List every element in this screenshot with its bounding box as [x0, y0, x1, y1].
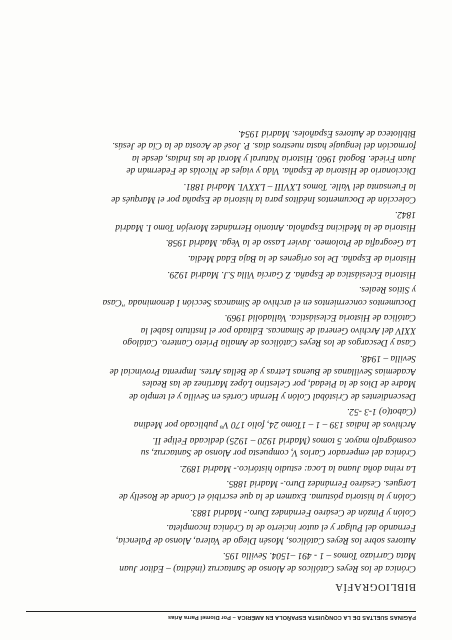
section-title: BIBLIOGRAFÍA	[334, 581, 416, 592]
bibliography-body	[34, 126, 416, 574]
bibliography-line: Sevilla – 1948.	[360, 353, 416, 364]
bibliography-line: la Fuensanta del Valle. Tomos LXVIII – LXXVI. Madrid 1881.	[183, 180, 416, 191]
bibliography-line: La Geografía de Ptolomeo. Javier Lasso de la Vega. Madrid 1958.	[165, 237, 416, 248]
running-header: PÁGINAS SUELTAS DE LA CONQUISTA ESPAÑOLA EN AMÉRICA – Por Diomel Parra Arias	[26, 611, 416, 620]
bibliography-line: Colón y la historia póstuma. Examen de la que escribió el Conde de Roselly de	[118, 491, 416, 502]
bibliography-line: Diccionario de Historia de España. Vida y viajes de Nicolás de Federmán de	[126, 165, 416, 176]
bibliography-line: Autores sobre los Reyes Católicos, Mosén Diego de Valera, Alonso de Palencia,	[115, 534, 416, 545]
bibliography-line: Archivos de Indias 139 – 1 – 1Tomo 24, folio 170 Vº publicado por Medina	[133, 419, 416, 430]
bibliography-line: Colón y Pinzón de Cesáreo Fernández Duro.- Madrid 1883.	[190, 506, 416, 517]
bibliography-line: 1842.	[394, 209, 416, 220]
bibliography-line: Crónica del emperador Carlos V, compuesta por Alonso de Santacruz, su	[140, 447, 416, 458]
bibliography-line: Descendientes de Cristóbal Colón y Hernán Cortés en Sevilla y el templo de	[129, 390, 416, 401]
bibliography-line: XXIV del Archivo General de Simancas. Editado por el Instituto Isabel la	[140, 324, 416, 335]
bibliography-line: Documentos concernientos en el archivo de Simancas Sección I denominada "Casa	[102, 296, 416, 307]
bibliography-line: Madre de Dios de la Piedad, por Celestino López Martínez de las Reales	[142, 378, 416, 389]
bibliography-line: Academias Sevillanas de Buenas Letras y de Bellas Artes. Imprenta Provincial de	[109, 365, 416, 376]
bibliography-line: formación del lenguaje hasta nuestros días. P. José de Acosta de la Cía de Jesús.	[112, 140, 416, 151]
bibliography-line: Católica de Historia Eclesiástica. Valladolid 1969.	[224, 312, 416, 323]
bibliography-line: Colección de Documentos Inéditos para la historia de España por el Marqués de	[111, 193, 416, 204]
bibliography-line: Historia de España. De los orígenes de la Baja Edad Media.	[187, 252, 416, 263]
bibliography-line: cosmógrafo mayor. 5 tomos (Madrid 1920 – 1925) dedicada Felipe II.	[152, 434, 416, 445]
bibliography-line: Historia de la Medicina Española. Antonio Hernández Morejón Tomo I. Madrid	[115, 221, 416, 232]
bibliography-line: Fernando del Pulgar y el autor incierto de la Crónica Incompleta.	[166, 522, 416, 533]
bibliography-line: Mata Carriazo Tomos – 1 - 491 –1504. Sevilla 195.	[222, 550, 416, 561]
bibliography-line: Lorgues. Cesáreo Fernández Duro.- Madrid 1885.	[226, 478, 416, 489]
bibliography-line: (Cabot(o) 1-3 -52.	[347, 406, 416, 417]
bibliography-line: Casa y Descargos de los Reyes Católicos de Amalia Prieto Cantero. Catálogo	[122, 337, 416, 348]
bibliography-line: Crónica de los Reyes Católicos de Alonso de Santacruz (inédita) – Editor Juan	[119, 563, 416, 573]
bibliography-line: La reina doña Juana la Loca: estudio histórico.- Madrid 1892.	[179, 462, 416, 473]
bibliography-line: Juan Friede. Bogotá 1960. Historia Natural y Moral de las Indias, desde la	[131, 152, 416, 163]
bibliography-line: Biblioteca de Autores Españoles. Madrid 1954.	[238, 127, 416, 138]
bibliography-line: Historia Eclesiástica de España. Z García Villa S.J. Madrid 1929.	[167, 268, 416, 279]
bibliography-line: y Sitios Reales.	[358, 284, 416, 295]
